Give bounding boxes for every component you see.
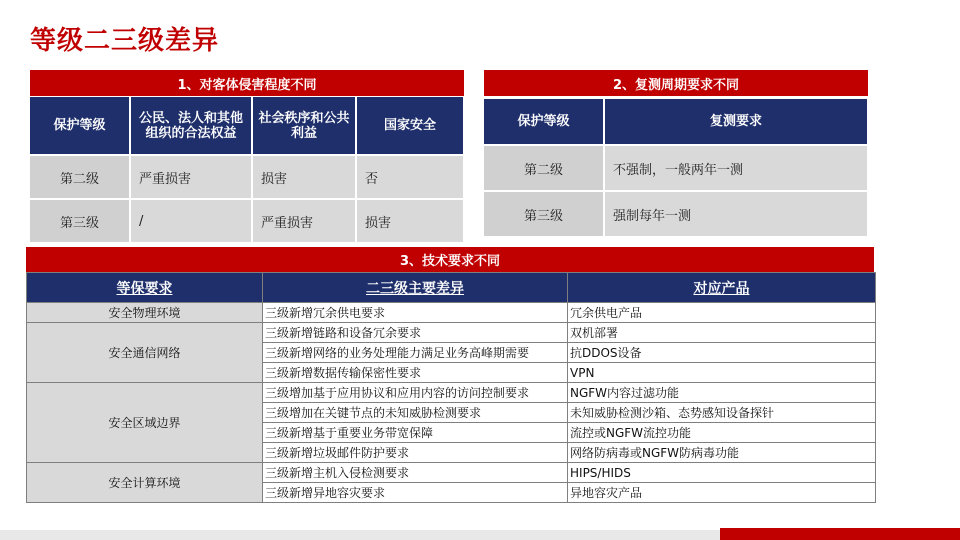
table2-col-header: 复测要求 — [604, 99, 868, 145]
level-cell: 第三级 — [484, 191, 604, 237]
difference-cell: 三级增加在关键节点的未知威胁检测要求 — [263, 403, 568, 423]
table1-col-header: 国家安全 — [356, 97, 464, 155]
section2-header: 2、复测周期要求不同 — [484, 70, 868, 96]
table-row — [27, 323, 876, 343]
section1-table — [30, 97, 465, 244]
difference-cell: 三级增加基于应用协议和应用内容的访问控制要求 — [263, 383, 568, 403]
table-row — [27, 303, 876, 323]
difference-cell: 三级新增垃圾邮件防护要求 — [263, 443, 568, 463]
product-cell: HIPS/HIDS — [568, 463, 876, 483]
difference-cell: 三级新增基于重要业务带宽保障 — [263, 423, 568, 443]
footer-accent — [720, 528, 960, 540]
table-row — [27, 383, 876, 403]
difference-cell: 三级新增链路和设备冗余要求 — [263, 323, 568, 343]
product-cell: 未知威胁检测沙箱、态势感知设备探针 — [568, 403, 876, 423]
category-cell: 安全物理环境 — [27, 303, 263, 323]
product-cell: 双机部署 — [568, 323, 876, 343]
table-cell: 严重损害 — [252, 199, 356, 243]
category-cell: 安全通信网络 — [27, 323, 263, 383]
table-row — [484, 191, 868, 237]
level-cell: 第二级 — [484, 145, 604, 191]
section2-table — [484, 99, 869, 238]
page-title: 等级二三级差异 — [30, 26, 220, 56]
table1-col-header: 社会秩序和公共利益 — [252, 97, 356, 155]
col-header-difference: 二三级主要差异 — [263, 273, 568, 303]
table-cell: / — [130, 199, 252, 243]
difference-cell: 三级新增数据传输保密性要求 — [263, 363, 568, 383]
product-cell: 抗DDOS设备 — [568, 343, 876, 363]
section3-table — [26, 272, 876, 503]
table-cell: 损害 — [252, 155, 356, 199]
category-cell: 安全区域边界 — [27, 383, 263, 463]
difference-cell: 三级新增网络的业务处理能力满足业务高峰期需要 — [263, 343, 568, 363]
table-cell: 严重损害 — [130, 155, 252, 199]
col-header-product: 对应产品 — [568, 273, 876, 303]
product-cell: 网络防病毒或NGFW防病毒功能 — [568, 443, 876, 463]
level-cell: 第二级 — [30, 155, 130, 199]
section1-header: 1、对客体侵害程度不同 — [30, 70, 464, 96]
table-cell: 强制每年一测 — [604, 191, 868, 237]
difference-cell: 三级新增主机入侵检测要求 — [263, 463, 568, 483]
product-cell: NGFW内容过滤功能 — [568, 383, 876, 403]
difference-cell: 三级新增冗余供电要求 — [263, 303, 568, 323]
category-cell: 安全计算环境 — [27, 463, 263, 503]
table-row — [27, 463, 876, 483]
difference-cell: 三级新增异地容灾要求 — [263, 483, 568, 503]
section3-header: 3、技术要求不同 — [26, 247, 874, 272]
table1-col-header: 公民、法人和其他组织的合法权益 — [130, 97, 252, 155]
table-cell: 不强制，一般两年一测 — [604, 145, 868, 191]
table1-col-header: 保护等级 — [30, 97, 130, 155]
table2-col-header: 保护等级 — [484, 99, 604, 145]
product-cell: 异地容灾产品 — [568, 483, 876, 503]
table-row — [484, 145, 868, 191]
table-row — [30, 199, 464, 243]
product-cell: 流控或NGFW流控功能 — [568, 423, 876, 443]
col-header-requirement: 等保要求 — [27, 273, 263, 303]
table-cell: 损害 — [356, 199, 464, 243]
level-cell: 第三级 — [30, 199, 130, 243]
table-row — [30, 155, 464, 199]
table-cell: 否 — [356, 155, 464, 199]
product-cell: VPN — [568, 363, 876, 383]
product-cell: 冗余供电产品 — [568, 303, 876, 323]
